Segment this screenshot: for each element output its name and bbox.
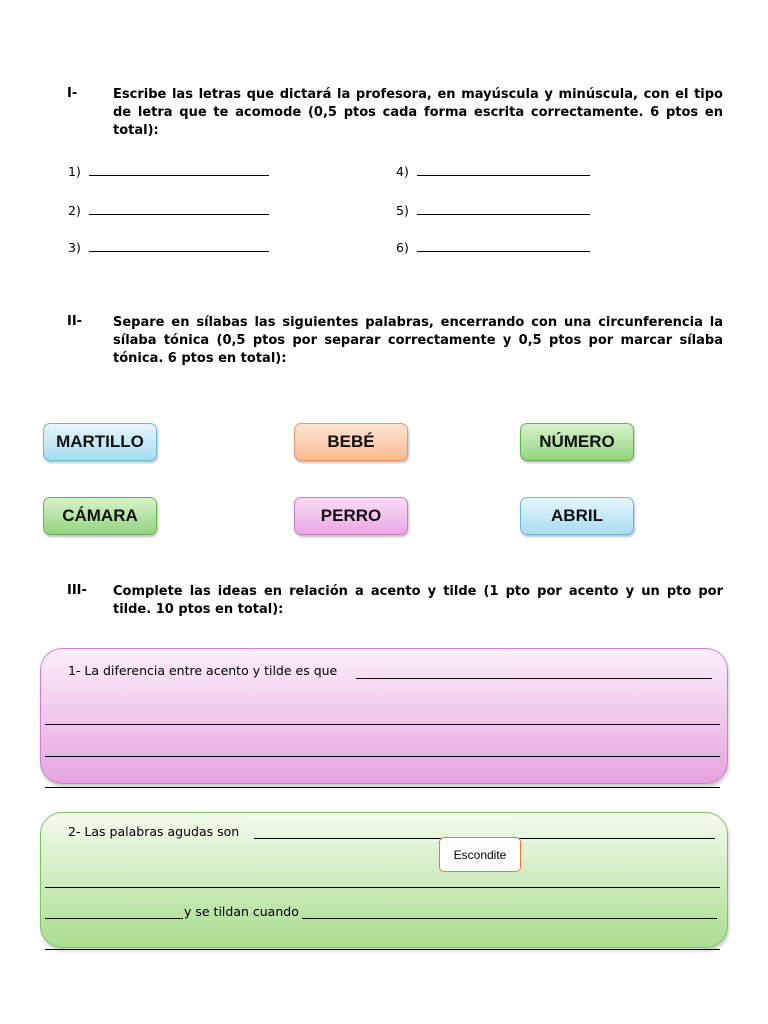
blank-5-label: 5) [396,203,409,218]
answer-line[interactable] [356,678,712,679]
blank-4-label: 4) [396,164,409,179]
question-1-text: 1- La diferencia entre acento y tilde es que [68,663,338,678]
section-3-instructions: Complete las ideas en relación a acento y tilde (1 pto por acento y un pto por tilde. 10 ptos en total): [113,584,723,617]
section-2-instructions: Separe en sílabas las siguientes palabras, encerrando con una circunferencia la sílaba tónica (0,5 ptos por separar correctamente y 0,5 ptos por marcar sílaba tónica. 6 ptos en total): [113,315,723,366]
answer-line [417,202,590,215]
blank-5[interactable] [396,202,590,218]
answer-line[interactable] [45,918,183,919]
word-numero: NÚMERO [520,423,634,461]
answer-line [417,163,590,176]
answer-line[interactable] [45,756,720,757]
blank-3[interactable] [68,239,269,255]
answer-line[interactable] [45,949,720,950]
section-1-instructions: Escribe las letras que dictará la profesora, en mayúscula y minúscula, con el tipo de letra que te acomode (0,5 ptos cada forma escrita correctamente. 6 ptos en total): [113,87,723,138]
question-2-continuation: y se tildan cuando [184,904,299,919]
hide-button[interactable]: Escondite [439,837,521,872]
question-2-text: 2- Las palabras agudas son [68,824,240,839]
section-1 [67,86,723,140]
blank-6-label: 6) [396,240,409,255]
blank-1[interactable] [68,163,269,179]
section-3 [67,583,723,619]
blank-2-label: 2) [68,203,81,218]
answer-line[interactable] [45,887,720,888]
answer-line[interactable] [45,787,720,788]
blank-1-label: 1) [68,164,81,179]
section-1-number: I- [67,86,78,101]
word-perro: PERRO [294,497,408,535]
answer-line[interactable] [45,724,720,725]
answer-line [89,202,269,215]
word-camara: CÁMARA [43,497,157,535]
word-martillo: MARTILLO [43,423,157,461]
blank-6[interactable] [396,239,590,255]
answer-line [89,239,269,252]
answer-line [417,239,590,252]
section-3-number: III- [67,583,87,598]
section-2 [67,314,723,368]
word-bebe: BEBÉ [294,423,408,461]
blank-3-label: 3) [68,240,81,255]
answer-line [89,163,269,176]
blank-2[interactable] [68,202,269,218]
word-abril: ABRIL [520,497,634,535]
answer-line[interactable] [302,918,717,919]
section-2-number: II- [67,314,83,329]
blank-4[interactable] [396,163,590,179]
